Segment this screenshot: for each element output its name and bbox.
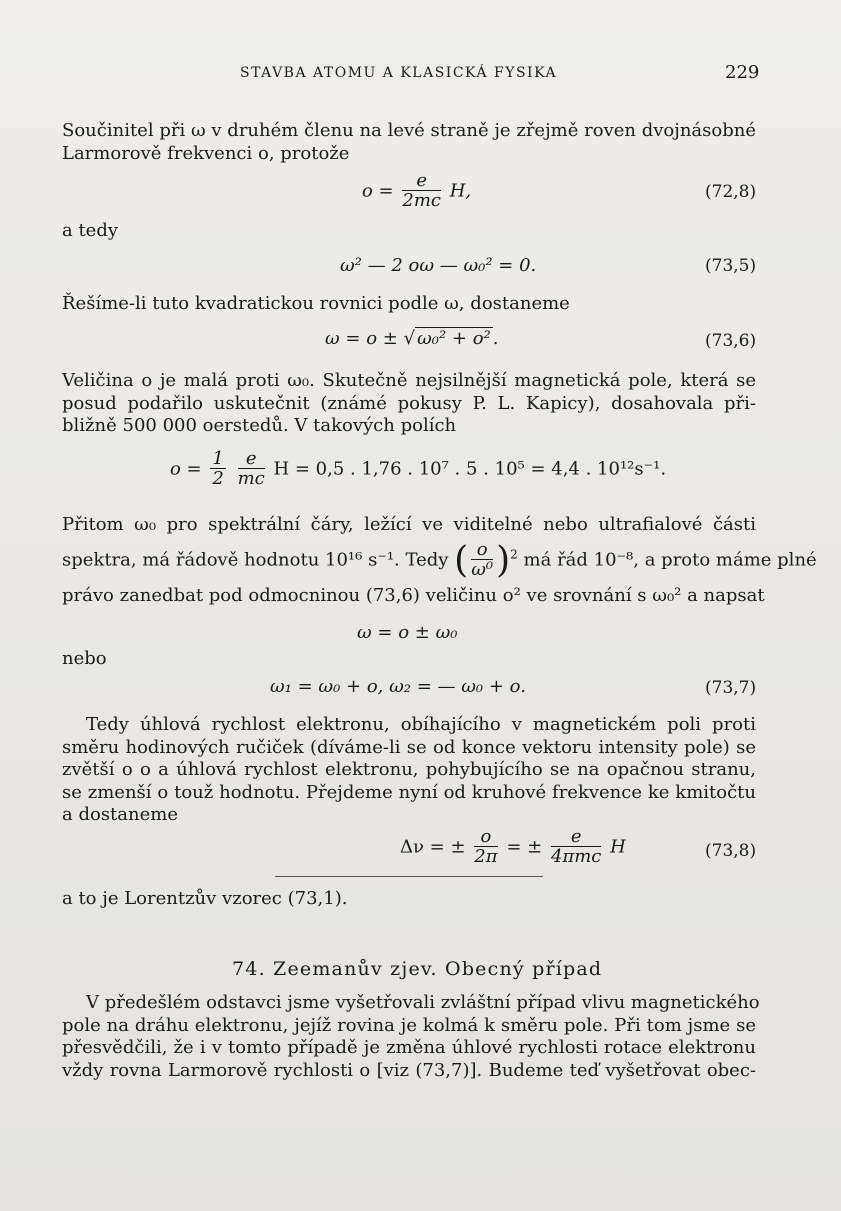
text-line: Tedy úhlová rychlost elektronu, obíhajícího v magnetickém poli proti (86, 714, 756, 735)
equation-73-7: ω₁ = ω₀ + o, ω₂ = — ω₀ + o. (270, 676, 526, 697)
text-line: Součinitel při ω v druhém členu na levé straně je zřejmě roven dvojnásobné (62, 120, 756, 141)
numerator: 1 (212, 448, 224, 469)
text-line: právo zanedbat pod odmocninou (73,6) veličinu o² ve srovnání s ω₀² a napsat (62, 585, 765, 606)
running-header: STAVBA ATOMU A KLASICKÁ FYSIKA (240, 65, 558, 81)
paragraph-angular-velocity (62, 714, 756, 827)
fraction (210, 450, 225, 489)
text-line: Řešíme-li tuto kvadratickou rovnici podle ω, dostaneme (62, 293, 570, 314)
equation-72-8 (362, 172, 471, 211)
text-line: pole na dráhu elektronu, jejíž rovina je kolmá k směru pole. Při tom jsme se (62, 1014, 756, 1036)
denominator: 2mc (402, 190, 441, 211)
paragraph-spectral (62, 514, 756, 537)
text-line: posud podařilo uskutečnit (známé pokusy P. L. Kapicy), dosahovala při- (62, 392, 756, 414)
numerator: e (402, 172, 441, 191)
fraction (238, 450, 265, 489)
connective-text: a tedy (62, 220, 119, 241)
fraction (471, 541, 493, 580)
fraction (551, 828, 601, 867)
sqrt-sign: √ (403, 328, 416, 349)
equation-number: (73,5) (705, 256, 757, 276)
denominator: ω⁰ (471, 559, 494, 580)
divider-rule (275, 876, 543, 877)
text-line: V předešlém odstavci jsme vyšetřovali zvláštní případ vlivu magnetického (86, 992, 760, 1013)
denominator: mc (237, 468, 265, 489)
text-line: Přitom ω₀ pro spektrální čáry, ležící ve viditelné nebo ultrafialové části (62, 514, 756, 535)
paragraph-magnitude (62, 370, 756, 438)
text-line: Veličina o je malá proti ω₀. Skutečně nejsilnější magnetická pole, která se (62, 370, 756, 391)
numerator: e (238, 450, 265, 469)
text-line: Larmorově frekvenci o, protože (62, 142, 350, 164)
text-line: a dostaneme (62, 804, 178, 825)
eq-rhs: H = 0,5 . 1,76 . 10⁷ . 5 . 10⁵ = 4,4 . 10¹²s⁻¹. (273, 458, 667, 480)
text-line: směru hodinových ručiček (díváme-li se od konce vektoru intensity pole) se (62, 736, 756, 758)
numerator: o (471, 541, 493, 560)
denominator: 2π (474, 846, 498, 867)
paragraph-larmor-intro (62, 120, 756, 165)
fraction (402, 172, 441, 211)
eq-lhs: ω = o ± (325, 328, 398, 349)
equation-number: (72,8) (705, 182, 757, 202)
text-segment: spektra, má řádově hodnotu 10¹⁶ s⁻¹. Tedy (62, 549, 449, 571)
connective-text: nebo (62, 648, 107, 669)
eq-mid: = ± (506, 836, 543, 858)
eq-rhs: H (610, 836, 626, 858)
eq-lhs: o = (362, 180, 394, 202)
equation-73-6 (325, 328, 498, 349)
numerator: e (551, 828, 601, 847)
paragraph-solve (62, 293, 756, 316)
fraction (474, 828, 497, 867)
numerator: o (474, 828, 497, 847)
eq-rhs: H, (449, 180, 472, 202)
text-line: bližně 500 000 oerstedů. V takových polích (62, 415, 457, 436)
paragraph-spectral-end (62, 585, 765, 608)
radicand: ω₀² + o² (417, 328, 491, 349)
paragraph-general-case (62, 992, 760, 1082)
eq-lhs: o = (170, 458, 202, 480)
section-title: 74. Zeemanův zjev. Obecný případ (232, 958, 603, 980)
denominator: 2 (212, 468, 224, 489)
left-paren: ( (454, 540, 469, 581)
eq-end: . (492, 328, 499, 349)
page-number: 229 (725, 62, 760, 83)
text-line: zvětší o o a úhlová rychlost elektronu, pohybujícího se na opačnou stranu, (62, 759, 756, 780)
exponent: 2 (510, 547, 518, 562)
text-segment: má řád 10⁻⁸, a proto máme plné (523, 549, 817, 571)
eq-lhs: Δν = ± (400, 836, 466, 858)
equation-number: (73,8) (705, 841, 757, 861)
text-line: přesvědčili, že i v tomto případě je změna úhlové rychlosti rotace elektronu (62, 1037, 756, 1058)
text-line: se zmenší o touž hodnotu. Přejdeme nyní od kruhové frekvence ke kmitočtu (62, 781, 756, 803)
lorentz-formula-note: a to je Lorentzův vzorec (73,1). (62, 888, 348, 909)
spectral-line-with-fraction (62, 539, 817, 581)
equation-numeric (170, 450, 666, 489)
equation-73-5: ω² — 2 oω — ω₀² = 0. (340, 255, 537, 276)
right-paren: ) (496, 540, 511, 581)
equation-number: (73,6) (705, 331, 757, 351)
equation-number: (73,7) (705, 678, 757, 698)
denominator: 4πmc (550, 846, 602, 867)
equation-73-8 (400, 828, 626, 867)
text-line: vždy rovna Larmorově rychlosti o [viz (73,7)]. Budeme teď vyšetřovat obec- (62, 1059, 756, 1081)
equation-approx: ω = o ± ω₀ (357, 622, 458, 643)
